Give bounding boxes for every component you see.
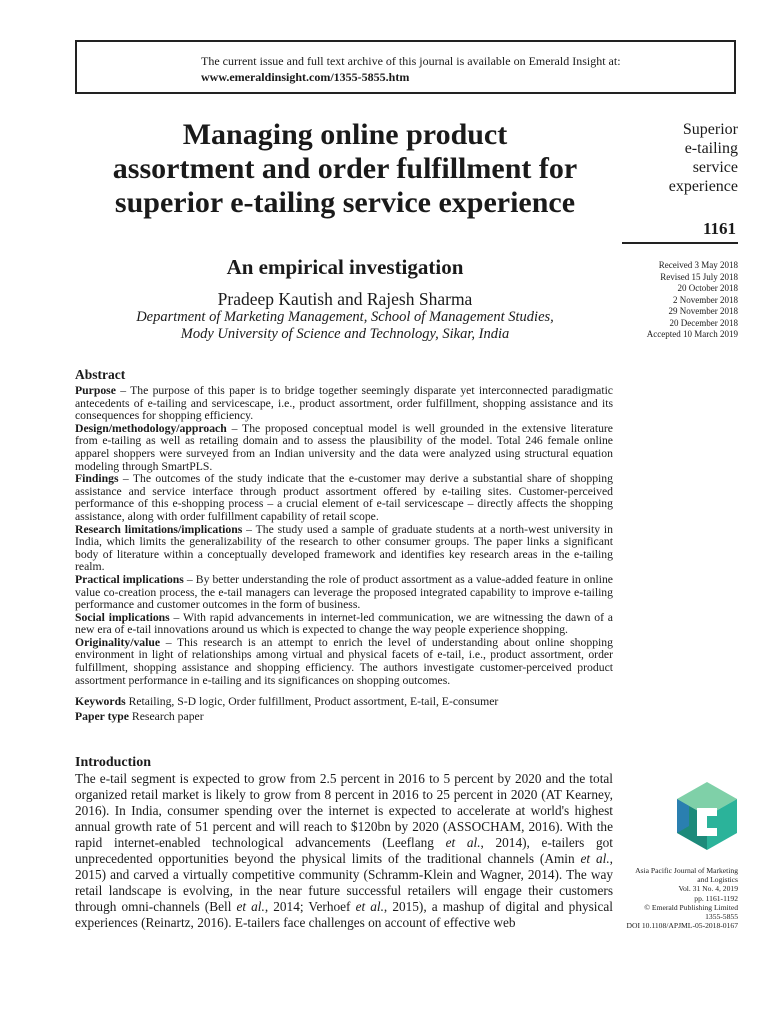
abstract-text: – With rapid advancements in internet-led communication, we are witnessing the dawn of a new era of e-tail innovations around us which is expected to change the way people experience shopping. bbox=[75, 610, 613, 637]
keywords-block bbox=[75, 695, 613, 725]
date-line: 20 December 2018 bbox=[669, 317, 738, 328]
received-dates bbox=[620, 260, 738, 341]
abstract-section bbox=[75, 423, 613, 473]
introduction-heading: Introduction bbox=[75, 755, 151, 770]
intro-etal: et al. bbox=[355, 899, 384, 914]
running-title bbox=[620, 120, 738, 196]
abstract-section bbox=[75, 637, 613, 687]
intro-etal: et al. bbox=[236, 899, 265, 914]
journal-info-line: Vol. 31 No. 4, 2019 bbox=[678, 884, 738, 894]
date-line: 29 November 2018 bbox=[668, 306, 738, 316]
journal-info-line: pp. 1161-1192 bbox=[694, 893, 738, 903]
abstract-text: – The study used a sample of graduate students at a north-west university in India, which limits the generalizability of the research to other consumer groups. The paper links a significant body of literature within a conceptually developed framework and identifies key research areas in the e-tailing realm. bbox=[75, 522, 613, 574]
abstract-section bbox=[75, 473, 613, 523]
introduction-paragraph bbox=[75, 771, 613, 931]
abstract-label: Practical implications bbox=[75, 572, 184, 586]
date-line: Accepted 10 March 2019 bbox=[646, 329, 738, 339]
abstract-section bbox=[75, 524, 613, 574]
abstract-section bbox=[75, 385, 613, 423]
running-title-line: e-tailing bbox=[684, 140, 738, 157]
date-line: Revised 15 July 2018 bbox=[660, 271, 738, 282]
affiliation-line: Department of Marketing Management, School of Management Studies, bbox=[136, 309, 554, 325]
intro-text: , 2015), a mashup of digital and physical experiences (Reinartz, 2016). E-tailers face challenges on account of effective web bbox=[75, 899, 613, 930]
abstract-text: – This research is an attempt to enrich the level of understanding about online shopping environment in light of relationships among virtual and physical facets of e-tail, i.e., product assortment, order fulfillment, shopping assistance and shopping efficiency. The authors investigate customer-perceived product assortment performance in e-tailing and its significances on shopping outcomes. bbox=[75, 635, 613, 687]
intro-etal: et al. bbox=[445, 835, 481, 850]
paper-type bbox=[75, 710, 613, 723]
article-subtitle: An empirical investigation bbox=[226, 255, 464, 279]
emerald-logo-icon bbox=[675, 780, 739, 852]
date-line: 2 November 2018 bbox=[673, 294, 738, 305]
intro-etal: et al. bbox=[580, 851, 610, 866]
abstract-label: Research limitations/implications bbox=[75, 522, 243, 536]
keywords-label: Keywords bbox=[75, 695, 126, 708]
date-line: 20 October 2018 bbox=[677, 283, 738, 293]
abstract-text: – The purpose of this paper is to bridge together seemingly disparate yet interconnected paradigmatic antecedents of e-tailing and servicescape, i.e., product assortment, order fulfillment, shopping assistance and its consequences for shopping efficiency. bbox=[75, 384, 613, 423]
paper-type-label: Paper type bbox=[75, 710, 129, 723]
journal-info-line: and Logistics bbox=[697, 875, 738, 885]
intro-text: The e-tail segment is expected to grow from 2.5 percent in 2016 to 5 percent by 2020 and the total organized retail market is likely to grow from 8 percent in 2016 to 25 percent in 2020 (AT Kearney, 2016). In India, consumer spending over the internet is expected to accelerate at world's highest annual growth rate of 51 percent and will reach to $120bn by 2020 (ASSOCHAM, 2016). With the rapid internet-enabled technological advancements (Leeflang bbox=[75, 771, 613, 850]
abstract-heading: Abstract bbox=[75, 367, 126, 382]
article-title: Managing online product assortment and order fulfillment for superior e-tailing service experience bbox=[112, 118, 578, 219]
abstract-body bbox=[75, 385, 613, 687]
affiliation-line: Mody University of Science and Technology, Sikar, India bbox=[180, 326, 510, 342]
divider bbox=[622, 242, 738, 244]
intro-text: , 2015) and carved a virtually competitive community (Schramm-Klein and Wagner, 2014). The way retail landscape is evolving, in the near future successful retailers will engage their customers through omni-channels (Bell bbox=[75, 851, 613, 914]
access-notice-text: The current issue and full text archive of this journal is available on Emerald Insight at: bbox=[201, 54, 621, 68]
intro-text: , 2014; Verhoef bbox=[264, 899, 356, 914]
intro-text: , 2014), e-tailers got unprecedented opportunities beyond the physical limits of the traditional channels (Amin bbox=[75, 835, 613, 866]
journal-info-line: Asia Pacific Journal of Marketing bbox=[635, 866, 738, 875]
journal-info-line: © Emerald Publishing Limited bbox=[644, 902, 738, 912]
abstract-label: Purpose bbox=[75, 384, 116, 397]
abstract-label: Originality/value bbox=[75, 635, 161, 649]
abstract-label: Social implications bbox=[75, 610, 170, 624]
date-line: Received 3 May 2018 bbox=[658, 260, 738, 270]
abstract-label: Findings bbox=[75, 472, 119, 486]
affiliation bbox=[90, 309, 600, 343]
abstract-text: – By better understanding the role of product assortment as a value-added feature in online value co-creation process, the e-tail managers can leverage the proposed integrated capability to improve e-tailing performance and customer outcomes in the form of business. bbox=[75, 572, 613, 612]
running-title-line: service bbox=[692, 159, 738, 176]
abstract-text: – The proposed conceptual model is well grounded in the extensive literature from e-tailing as well as retailing domain and to assess the plausibility of the model. Total 246 female online apparel shoppers were surveyed from an Indian university and the data were analyzed using structural equation modeling through SmartPLS. bbox=[75, 421, 613, 473]
abstract-text: – The outcomes of the study indicate that the e-customer may derive a substantial share of shopping assistance and service interface through product assortment offered by e-tailing sites. Customer-perceived performance of this e-shopping process – a crucial element of e-tail servicescape – directly affects the shopping assistance, along with order fulfillment capability of retail scope. bbox=[75, 472, 613, 523]
abstract-label: Design/methodology/approach bbox=[75, 421, 227, 435]
page-number: 1161 bbox=[702, 219, 736, 238]
journal-info-line: DOI 10.1108/APJML-05-2018-0167 bbox=[626, 921, 738, 931]
authors: Pradeep Kautish and Rajesh Sharma bbox=[217, 289, 473, 309]
abstract-section bbox=[75, 574, 613, 612]
paper-type-text: Research paper bbox=[129, 710, 204, 723]
journal-url-link[interactable]: www.emeraldinsight.com/1355-5855.htm bbox=[201, 70, 410, 84]
running-title-line: experience bbox=[668, 178, 738, 195]
journal-info bbox=[618, 866, 738, 930]
journal-info-line: 1355-5855 bbox=[705, 912, 738, 922]
keywords-text: Retailing, S-D logic, Order fulfillment, Product assortment, E-tail, E-consumer bbox=[125, 695, 499, 708]
abstract-section bbox=[75, 612, 613, 637]
introduction-body bbox=[75, 771, 613, 931]
running-title-line: Superior bbox=[682, 121, 738, 138]
keywords bbox=[75, 695, 613, 708]
access-notice-box bbox=[75, 40, 736, 94]
